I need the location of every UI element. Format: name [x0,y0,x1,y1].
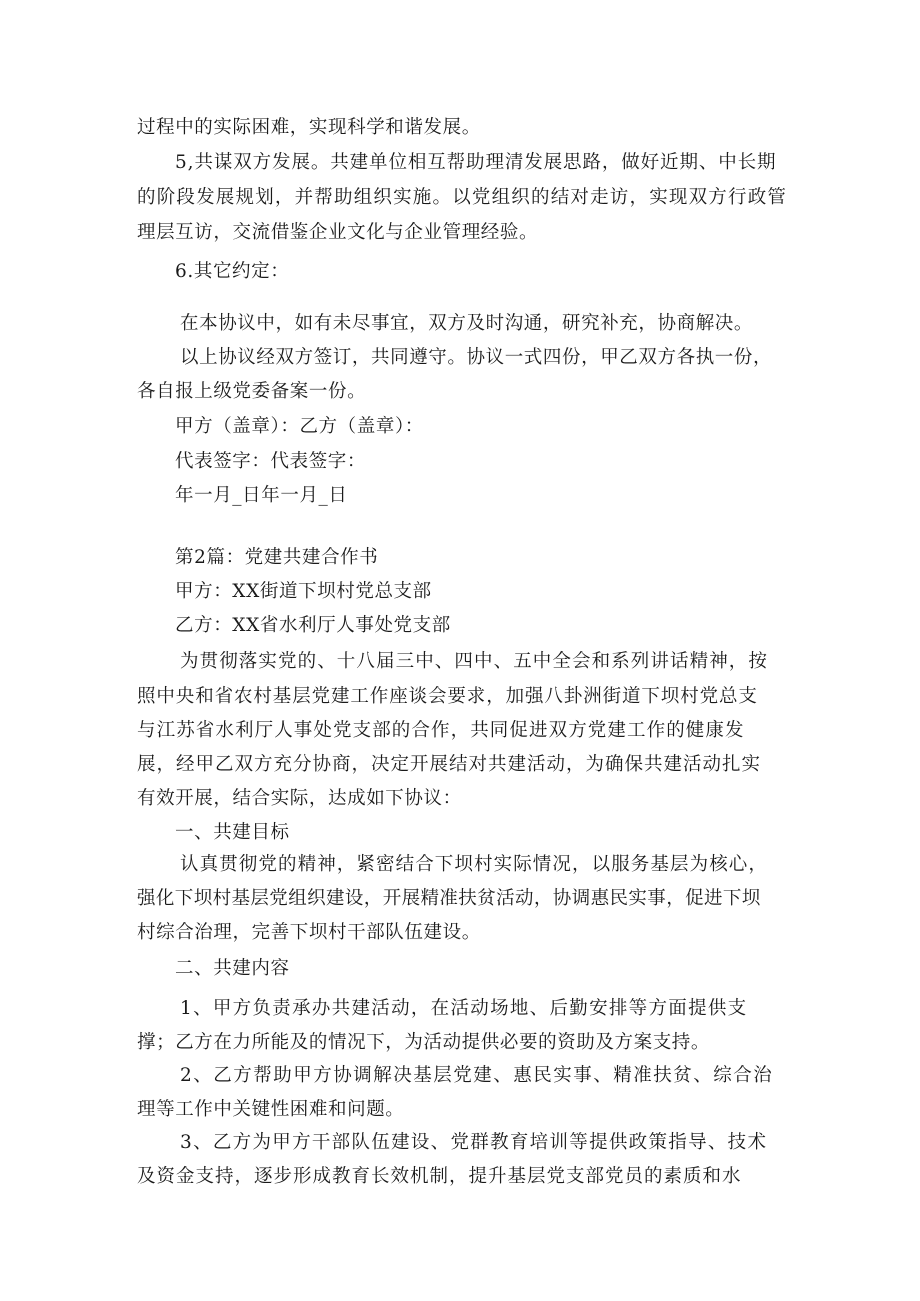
text-line: 与江苏省水利厅人事处党支部的合作，共同促进双方党建工作的健康发 [137,720,745,741]
signature-line: 代表签字：代表签字： [175,451,367,472]
text-line: 1、甲方负责承办共建活动，在活动场地、后勤安排等方面提供支 [180,998,748,1019]
text-line: 理等工作中关键性困难和问题。 [137,1099,405,1120]
text-line: 过程中的实际困难，实现科学和谐发展。 [137,117,481,138]
date-line: 年一月_日年一月_日 [175,485,348,506]
section-title: 第2篇：党建共建合作书 [175,547,379,568]
text-line: 以上协议经双方签订，共同遵守。协议一式四份，甲乙双方各执一份， [180,347,773,368]
text-line: 的阶段发展规划，并帮助组织实施。以党组织的结对走访，实现双方行政管 [137,187,788,208]
text-line: 3、乙方为甲方干部队伍建设、党群教育培训等提供政策指导、技术 [180,1132,768,1153]
section-heading: 一、共建目标 [175,822,290,843]
text-line: 强化下坝村基层党组织建设，开展精准扶贫活动，协调惠民实事，促进下坝 [137,888,761,909]
text-line: 理层互访，交流借鉴企业文化与企业管理经验。 [137,222,539,243]
text-line: 在本协议中，如有未尽事宜，双方及时沟通，研究补充，协商解决。 [180,313,754,334]
text-line: 有效开展，结合实际，达成如下协议： [137,788,462,809]
section-heading: 6.其它约定： [175,261,290,282]
party-a-line: 甲方：XX街道下坝村党总支部 [175,581,432,602]
text-line: 展，经甲乙双方充分协商，决定开展结对共建活动，为确保共建活动扎实 [137,754,762,775]
text-line: 为贯彻落实党的、十八届三中、四中、五中全会和系列讲话精神，按 [180,651,769,672]
party-b-line: 乙方：XX省水利厅人事处党支部 [175,615,451,636]
text-line: 村综合治理，完善下坝村干部队伍建设。 [137,922,481,943]
text-line: 撑；乙方在力所能及的情况下，为活动提供必要的资助及方案支持。 [137,1032,711,1053]
text-line: 2、乙方帮助甲方协调解决基层党建、惠民实事、精准扶贫、综合治 [180,1065,774,1086]
signature-line: 甲方（盖章）：乙方（盖章）： [175,416,424,437]
text-line: 5,共谋双方发展。共建单位相互帮助理清发展思路，做好近期、中长期 [175,152,777,173]
text-line: 及资金支持，逐步形成教育长效机制，提升基层党支部党员的素质和水 [137,1166,742,1187]
section-heading: 二、共建内容 [175,958,290,979]
text-line: 各自报上级党委备案一份。 [137,381,367,402]
text-line: 照中央和省农村基层党建工作座谈会要求，加强八卦洲街道下坝村党总支 [137,686,758,707]
text-line: 认真贯彻党的精神，紧密结合下坝村实际情况，以服务基层为核心， [180,854,769,875]
